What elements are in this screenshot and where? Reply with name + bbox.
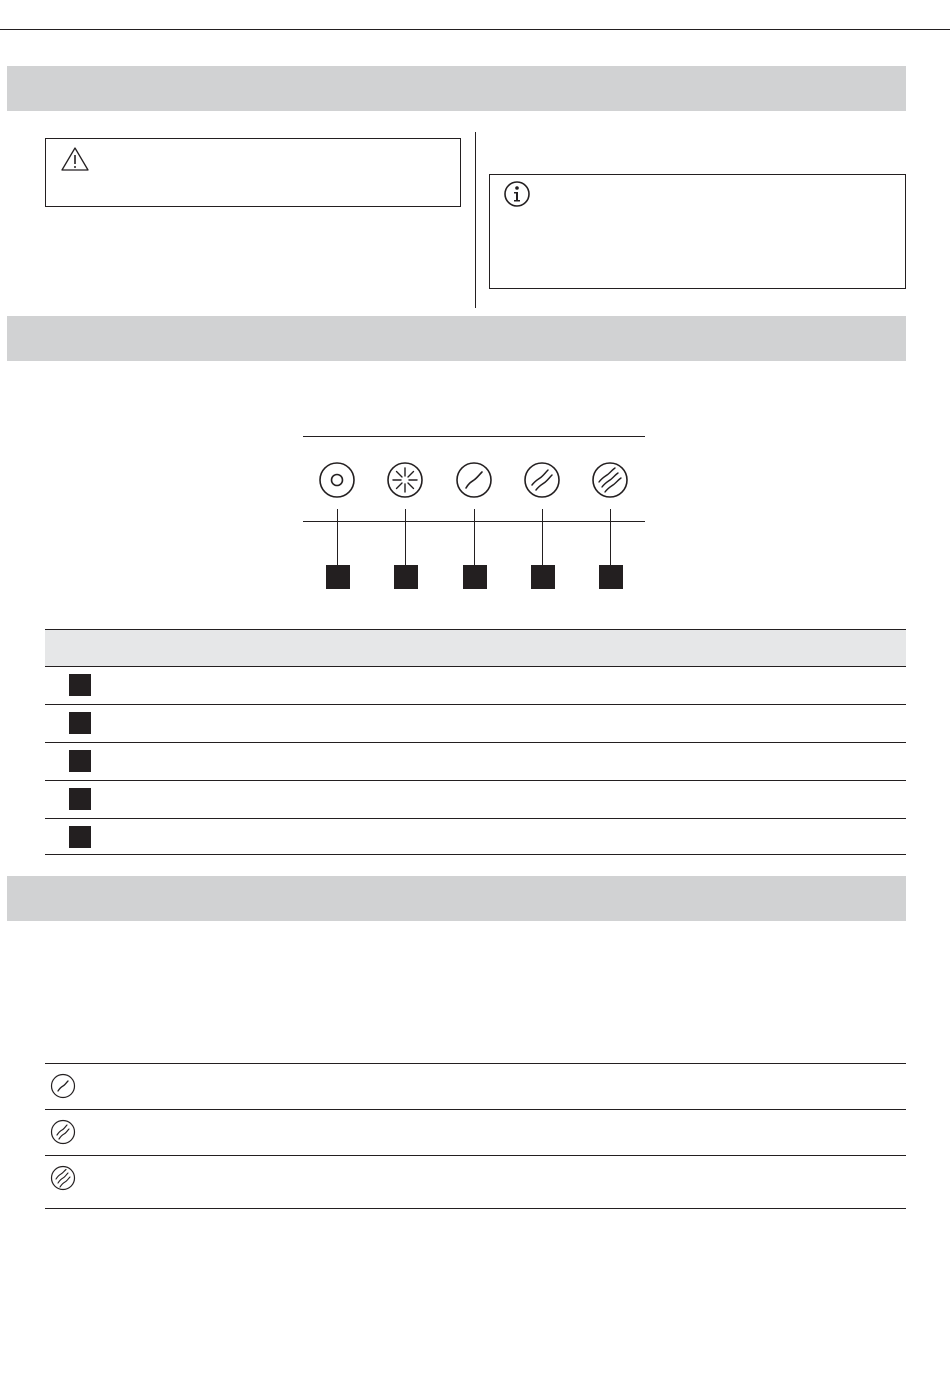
callout-square-4 bbox=[69, 788, 91, 810]
info-icon bbox=[503, 180, 531, 208]
heat-level-1-icon bbox=[50, 1073, 76, 1099]
leader-line-5 bbox=[610, 509, 611, 565]
heat-level-2-icon[interactable] bbox=[523, 461, 561, 499]
column-divider bbox=[475, 132, 476, 308]
callout-square-3 bbox=[69, 750, 91, 772]
panel-top-edge bbox=[303, 436, 645, 437]
section-header-band-1 bbox=[7, 66, 906, 111]
callout-square-1 bbox=[69, 674, 91, 696]
leader-line-3 bbox=[474, 509, 475, 565]
heat-level-2-icon bbox=[50, 1119, 76, 1145]
callout-square-2 bbox=[69, 712, 91, 734]
callout-square-4 bbox=[531, 565, 555, 589]
heat-level-3-icon bbox=[50, 1165, 76, 1191]
leader-line-1 bbox=[337, 509, 338, 565]
off-icon[interactable] bbox=[318, 461, 356, 499]
heat-level-3-icon[interactable] bbox=[591, 461, 629, 499]
leader-line-4 bbox=[542, 509, 543, 565]
defrost-icon[interactable] bbox=[386, 461, 424, 499]
leader-line-2 bbox=[405, 509, 406, 565]
legend-table-row bbox=[45, 743, 906, 781]
heat-table-row bbox=[45, 1109, 906, 1155]
legend-table-header bbox=[45, 629, 906, 666]
callout-square-5 bbox=[69, 826, 91, 848]
control-panel-diagram bbox=[303, 420, 645, 600]
warning-box bbox=[45, 138, 461, 207]
section-header-band-3 bbox=[7, 876, 906, 921]
legend-table-row bbox=[45, 705, 906, 743]
legend-table-row bbox=[45, 667, 906, 705]
legend-table-row bbox=[45, 781, 906, 819]
callout-square-2 bbox=[394, 565, 418, 589]
warning-triangle-icon bbox=[60, 146, 90, 172]
callout-square-1 bbox=[326, 565, 350, 589]
callout-square-5 bbox=[599, 565, 623, 589]
heat-table-row bbox=[45, 1155, 906, 1209]
heat-table-row bbox=[45, 1063, 906, 1109]
heat-level-1-icon[interactable] bbox=[455, 461, 493, 499]
section-header-band-2 bbox=[7, 316, 906, 361]
callout-square-3 bbox=[463, 565, 487, 589]
legend-table-row bbox=[45, 819, 906, 855]
top-rule bbox=[0, 29, 950, 30]
info-box bbox=[489, 174, 906, 289]
